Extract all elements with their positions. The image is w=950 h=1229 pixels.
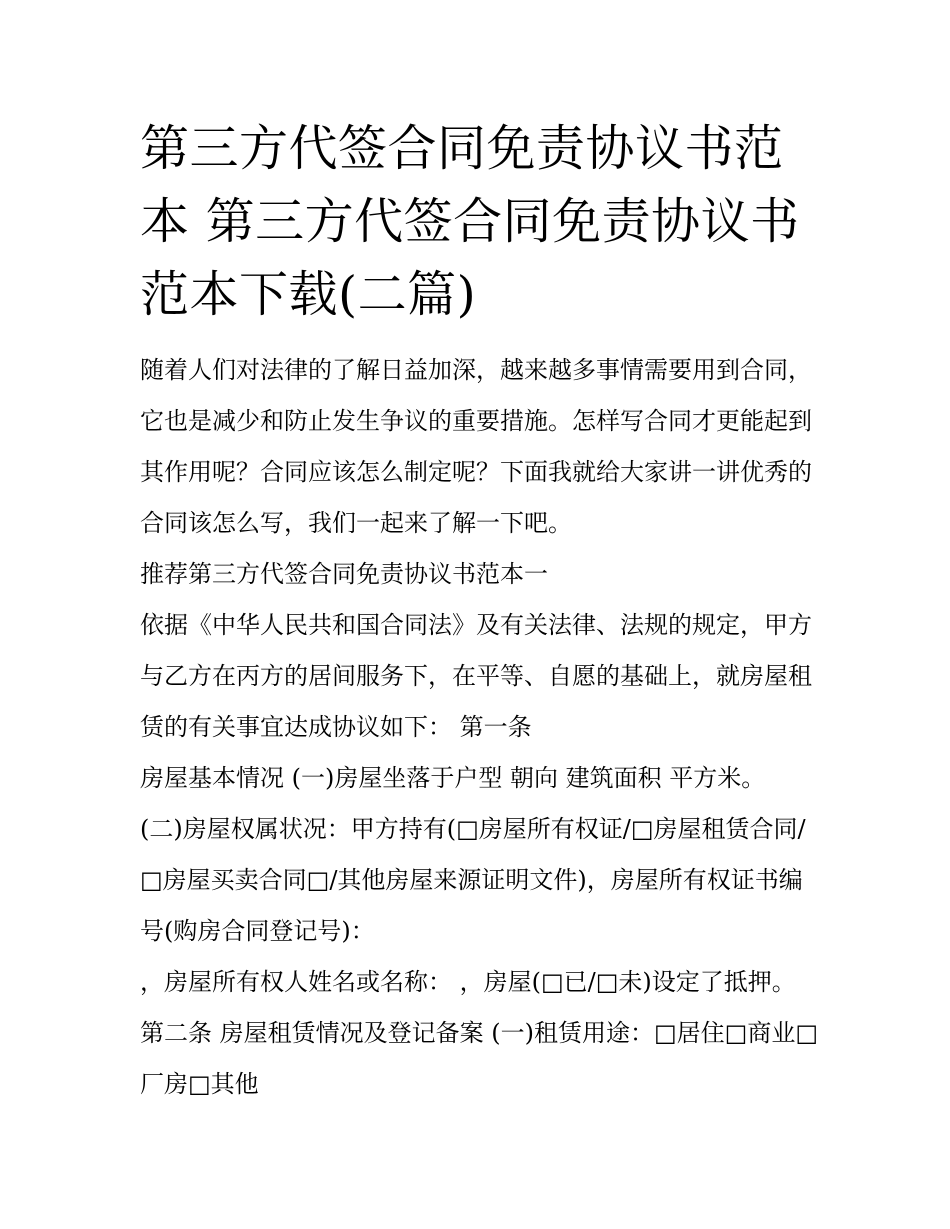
document-title: 第三方代签合同免责协议书范本 第三方代签合同免责协议书范本下载(二篇) (140, 120, 800, 323)
house-basic-info: 房屋基本情况 (一)房屋坐落于户型 朝向 建筑面积 平方米。 (140, 764, 766, 792)
document-page (140, 112, 820, 1110)
section-heading: 推荐第三方代签合同免责协议书范本一 (140, 560, 548, 588)
agreement-preamble: 依据《中华人民共和国合同法》及有关法律、法规的规定，甲方与乙方在丙方的居间服务下，在平等、自愿的基础上，就房屋租赁的有关事宜达成协议如下： 第一条 (140, 611, 812, 741)
owner-and-lease-usage: ，房屋所有权人姓名或名称： ，房屋(□已/□未)设定了抵押。 第二条 房屋租赁情况及登记备案 (一)租赁用途：□居住□商业□厂房□其他 (140, 968, 819, 1098)
intro-paragraph: 随着人们对法律的了解日益加深，越来越多事情需要用到合同，它也是减少和防止发生争议的重要措施。怎样写合同才更能起到其作用呢？合同应该怎么制定呢？下面我就给大家讲一讲优秀的合同该怎么写，我们一起来了解一下吧。 (140, 356, 812, 537)
house-ownership-status: (二)房屋权属状况：甲方持有(□房屋所有权证/□房屋租赁合同/□房屋买卖合同□/其他房屋来源证明文件)，房屋所有权证书编号(购房合同登记号)： (140, 815, 806, 945)
